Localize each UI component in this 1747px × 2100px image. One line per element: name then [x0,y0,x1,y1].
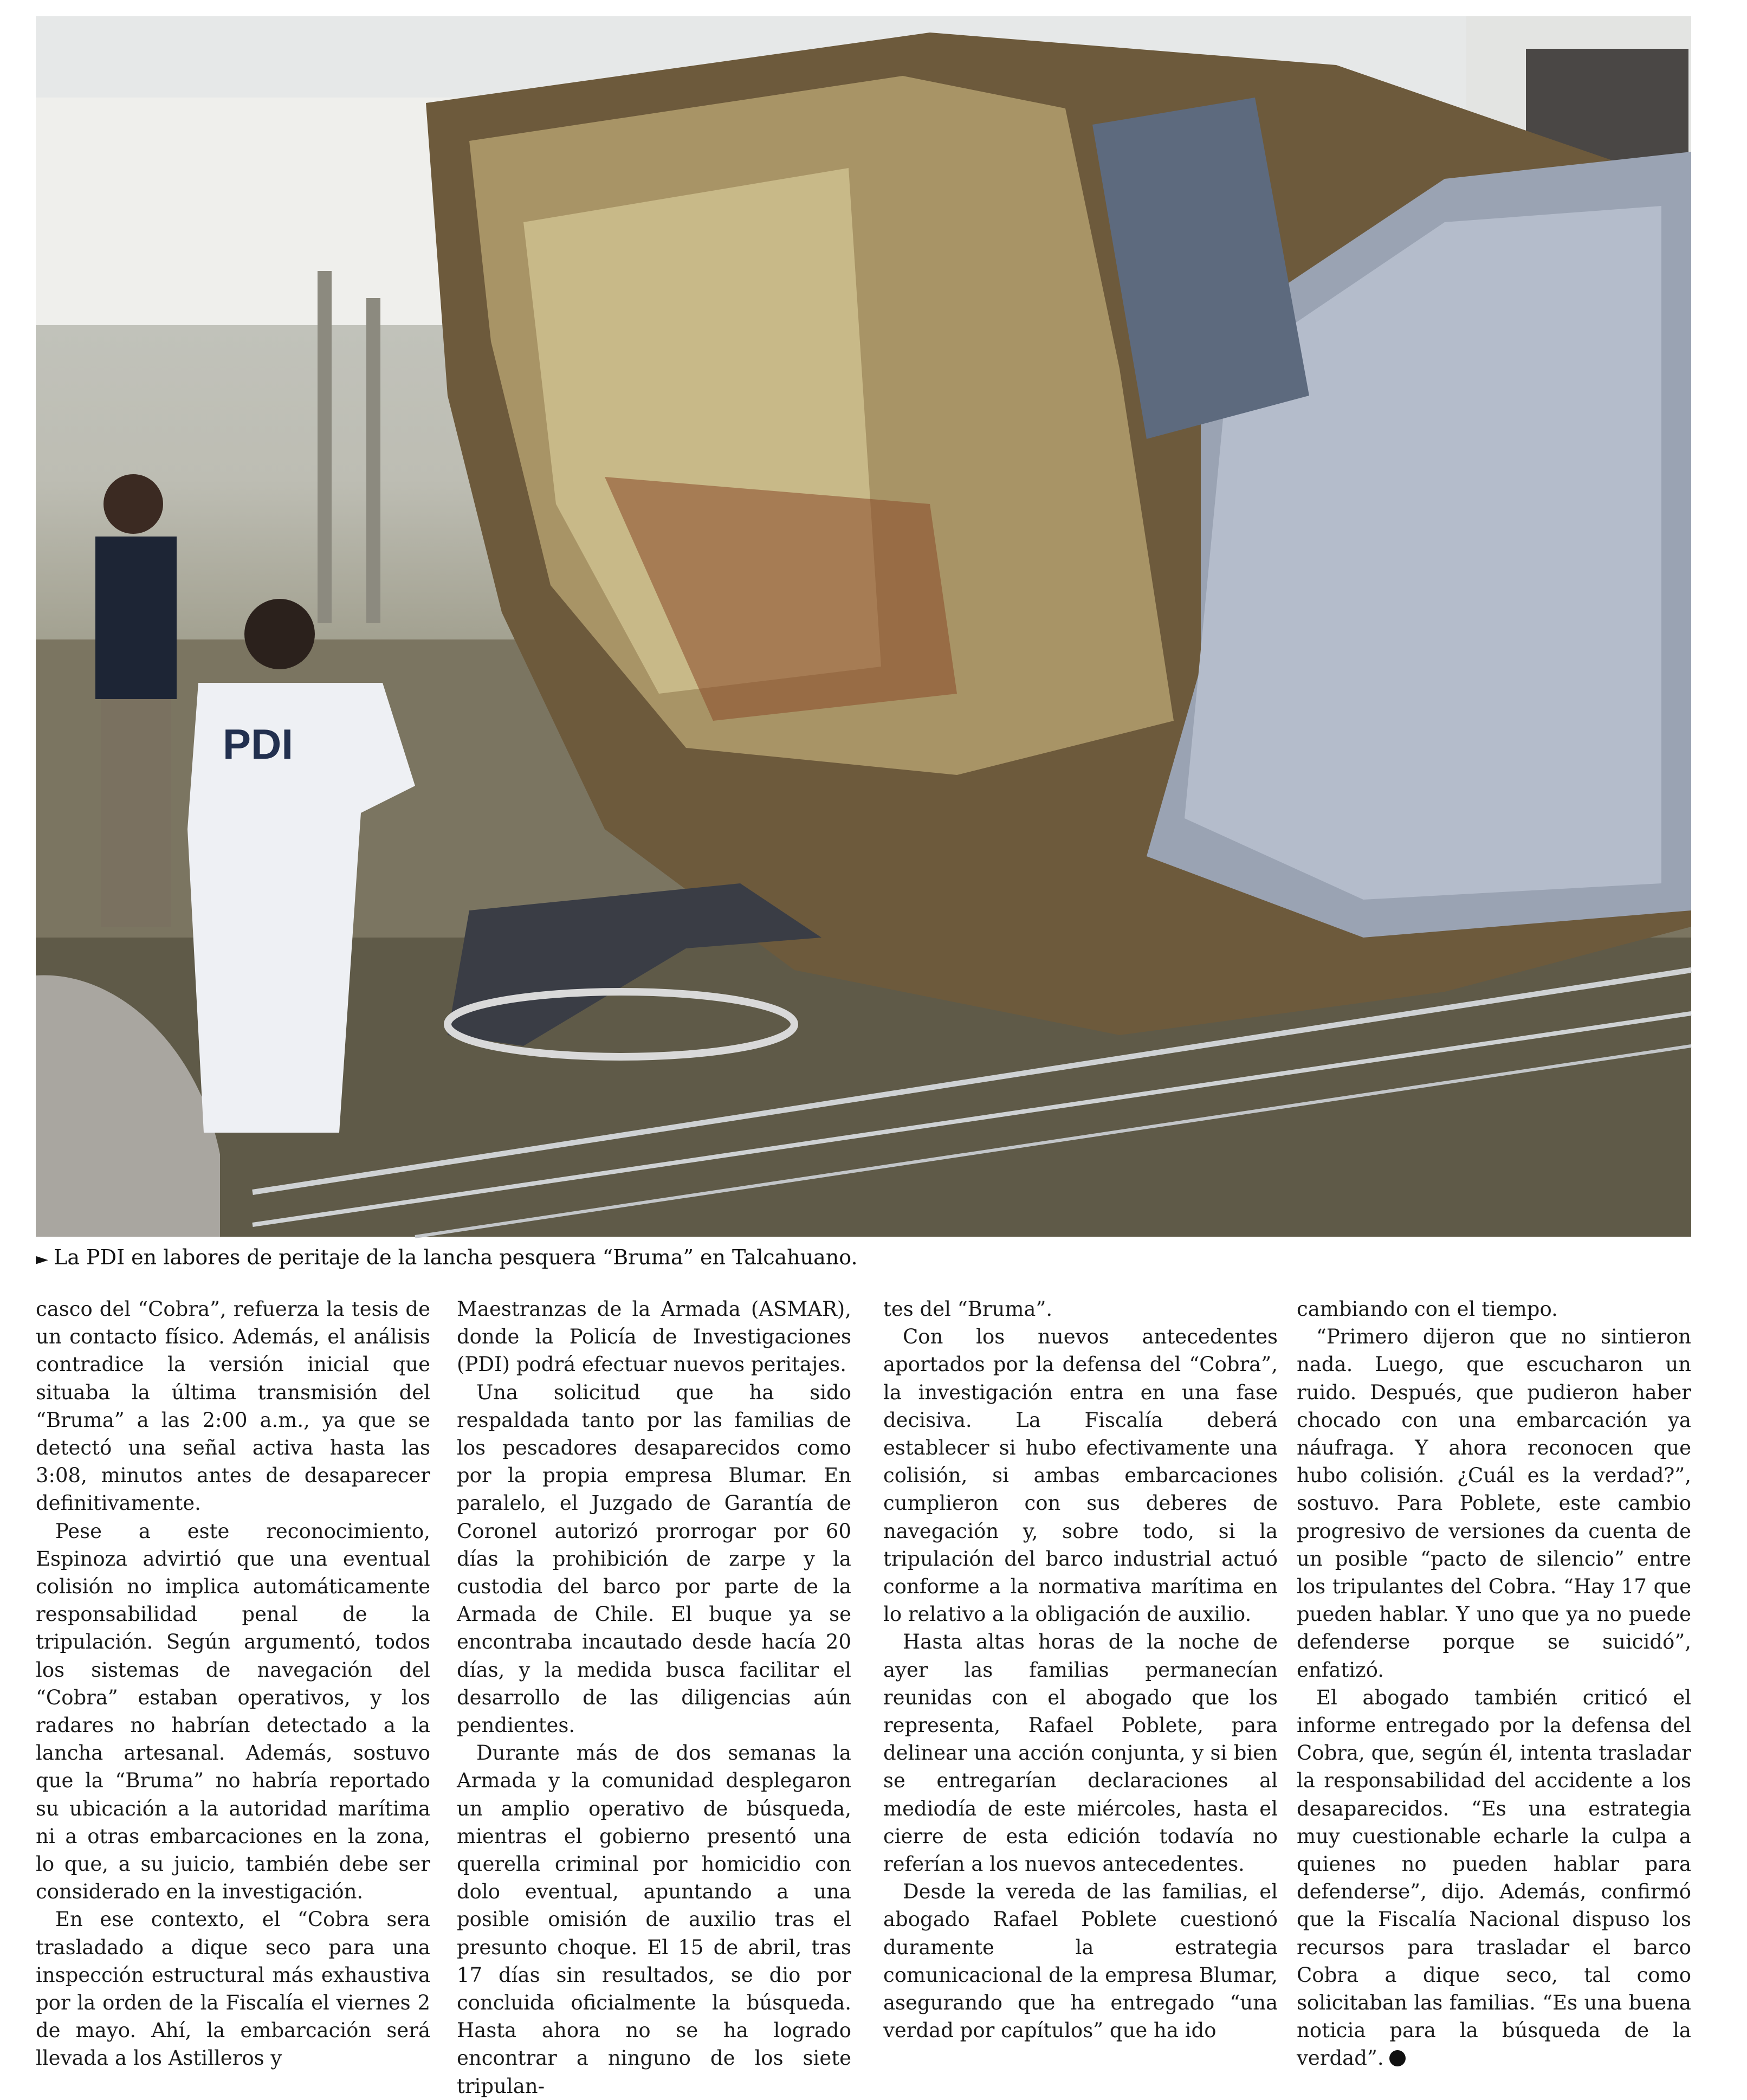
photo-caption [36,1241,1691,1274]
boat-wreck-photo [36,16,1691,1237]
paragraph: Con los nuevos antecedentes aportados por la defensa del “Cobra”, la investigación entra en una fase decisiva. La Fiscalía deberá establecer si hubo efectivamente una colisión, si ambas embarcaciones cumplieron con sus deberes de navegación y, sobre todo, si la tripulación del barco industrial actuó conforme a la normativa marítima en lo relativo a la obligación de auxilio. [883,1325,1278,1626]
paragraph: “Primero dijeron que no sintieron nada. Luego, que escucharon un ruido. Después, que pudieron haber chocado con una embarcación ya náufraga. Y ahora reconocen que hubo colisión. ¿Cuál es la verdad?”, sostuvo. Para Poblete, este cambio progresivo de versiones da cuenta de un posible “pacto de silencio” entre los tripulantes del Cobra. “Hay 17 que pueden hablar. Y uno que ya no puede defenderse porque se suicidó”, enfatizó. [1297,1325,1691,1682]
pdi-uniform-text: PDI [223,720,294,768]
paragraph: En ese contexto, el “Cobra sera trasladado a dique seco para una inspección estructural más exhaustiva por la orden de la Fiscalía el viernes 2 de mayo. Ahí, la embarcación será llevada a los Astilleros y [36,1908,430,2070]
paragraph: Hasta altas horas de la noche de ayer las familias permanecían reunidas con el abogado que los representa, Rafael Poblete, para delinear una acción conjunta, y si bien se entregarían declaraciones al mediodía de este miércoles, hasta el cierre de esta edición todavía no referían a los nuevos antecedentes. [883,1630,1278,1876]
paragraph: cambiando con el tiempo. [1297,1297,1558,1321]
article-column-1 [36,1295,430,2070]
caption-marker-icon: ► [36,1250,49,1269]
caption-text: La PDI en labores de peritaje de la lancha pesquera “Bruma” en Talcahuano. [54,1245,858,1269]
paragraph: Una solicitud que ha sido respaldada tanto por las familias de los pescadores desaparecidos como por la propia empresa Blumar. En paralelo, el Juzgado de Garantía de Coronel autorizó prorrogar por 60 días la prohibición de zarpe y la custodia del barco por parte de la Armada de Chile. El buque ya se encontraba incautado desde hacía 20 días, y la medida busca facilitar el desarrollo de las diligencias aún pendientes. [457,1380,851,1737]
paragraph: Desde la vereda de las familias, el abogado Rafael Poblete cuestionó duramente la estrategia comunicacional de la empresa Blumar, asegurando que ha entregado “una verdad por capítulos” que ha ido [883,1880,1278,2043]
article-column-4 [1297,1295,1691,2070]
paragraph: casco del “Cobra”, refuerza la tesis de un contacto físico. Además, el análisis contradice la versión inicial que situaba la última transmisión del “Bruma” a las 2:00 a.m., ya que se detectó una señal activa hasta las 3:08, minutos antes de desaparecer definitivamente. [36,1297,430,1515]
article-column-2 [457,1295,851,2098]
paragraph: Durante más de dos semanas la Armada y la comunidad desplegaron un amplio operativo de búsqueda, mientras el gobierno presentó una querella criminal por homicidio con dolo eventual, apuntando a una posible omisión de auxilio tras el presunto choque. El 15 de abril, tras 17 días sin resultados, se dio por concluida oficialmente la búsqueda. Hasta ahora no se ha logrado encontrar a ninguno de los siete tripulan- [457,1741,851,2098]
paragraph: tes del “Bruma”. [883,1297,1053,1321]
paragraph: El abogado también criticó el informe entregado por la defensa del Cobra, que, según él, intenta trasladar la responsabilidad del accidente a los desaparecidos. “Es una estrategia muy cuestionable echarle la culpa a quienes no pueden hablar para defenderse”, dijo. Además, confirmó que la Fiscalía Nacional dispuso los recursos para trasladar el barco Cobra a dique seco, tal como solicitaban las familias. “Es una buena noticia para la búsqueda de la verdad”. [1297,1685,1691,2070]
end-of-article-icon [1389,2050,1406,2066]
paragraph: Pese a este reconocimiento, Espinoza advirtió que una eventual colisión no implica automáticamente responsabilidad penal de la tripulación. Según argumentó, todos los sistemas de navegación del “Cobra” estaban operativos, y los radares no habrían detectado a la lancha artesanal. Además, sostuvo que la “Bruma” no habría reportado su ubicación a la autoridad marítima ni a otras embarcaciones en la zona, lo que, a su juicio, también debe ser considerado en la investigación. [36,1519,430,1904]
article-column-3 [883,1295,1278,2043]
photo-illustration [36,16,1691,1237]
paragraph: Maestranzas de la Armada (ASMAR), donde la Policía de Investigaciones (PDI) podrá efectuar nuevos peritajes. [457,1297,851,1377]
